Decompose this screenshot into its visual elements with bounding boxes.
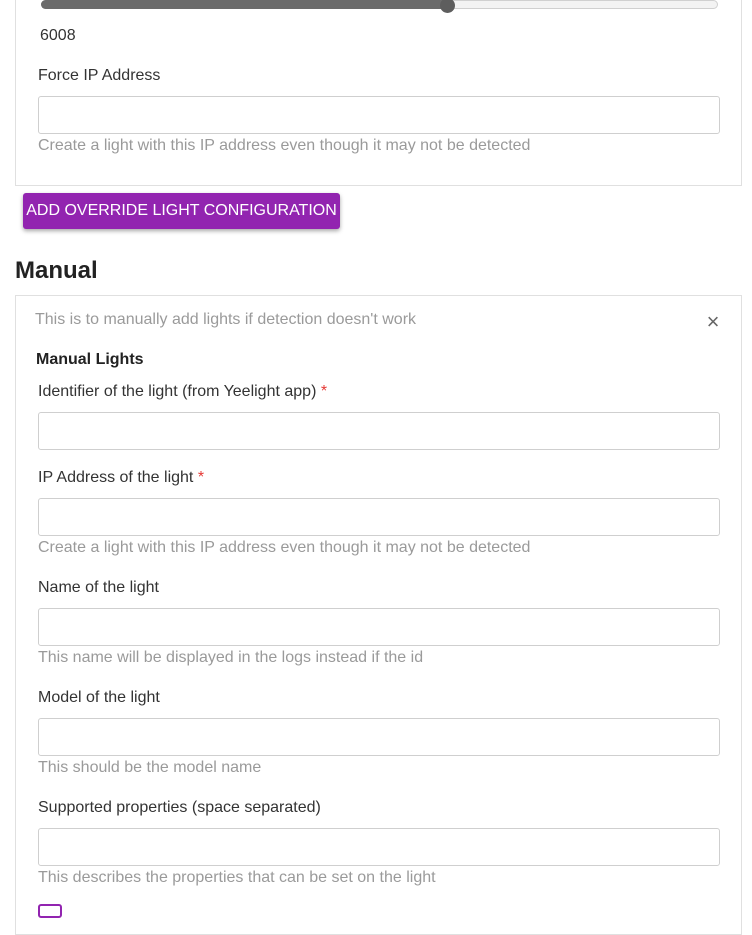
override-card (15, 0, 742, 186)
required-marker: * (320, 383, 328, 400)
add-override-light-button[interactable]: ADD OVERRIDE LIGHT CONFIGURATION (23, 193, 340, 229)
identifier-label-text: Identifier of the light (from Yeelight app) (38, 383, 317, 400)
section-title-manual: Manual (15, 257, 98, 284)
checkbox[interactable] (38, 904, 62, 918)
model-label: Model of the light (38, 689, 160, 706)
force-ip-label: Force IP Address (38, 67, 161, 84)
force-ip-hint: Create a light with this IP address even though it may not be detected (38, 137, 531, 154)
identifier-label (38, 382, 327, 402)
ip-hint: Create a light with this IP address even though it may not be detected (38, 539, 531, 556)
identifier-input[interactable] (38, 412, 720, 450)
name-input[interactable] (38, 608, 720, 646)
ip-label-text: IP Address of the light (38, 469, 194, 486)
close-icon[interactable]: × (706, 309, 720, 334)
model-hint: This should be the model name (38, 759, 262, 776)
force-ip-input[interactable] (38, 96, 720, 134)
properties-label: Supported properties (space separated) (38, 799, 321, 816)
port-slider-fill (41, 0, 447, 9)
model-input[interactable] (38, 718, 720, 756)
properties-input[interactable] (38, 828, 720, 866)
manual-lights-title: Manual Lights (36, 351, 144, 368)
ip-input[interactable] (38, 498, 720, 536)
ip-label (38, 468, 204, 488)
required-marker: * (197, 469, 205, 486)
manual-description: This is to manually add lights if detection doesn't work (35, 311, 417, 328)
name-hint: This name will be displayed in the logs instead if the id (38, 649, 424, 666)
port-slider-value: 6008 (40, 27, 76, 44)
name-label: Name of the light (38, 579, 159, 596)
properties-hint: This describes the properties that can be set on the light (38, 869, 436, 886)
